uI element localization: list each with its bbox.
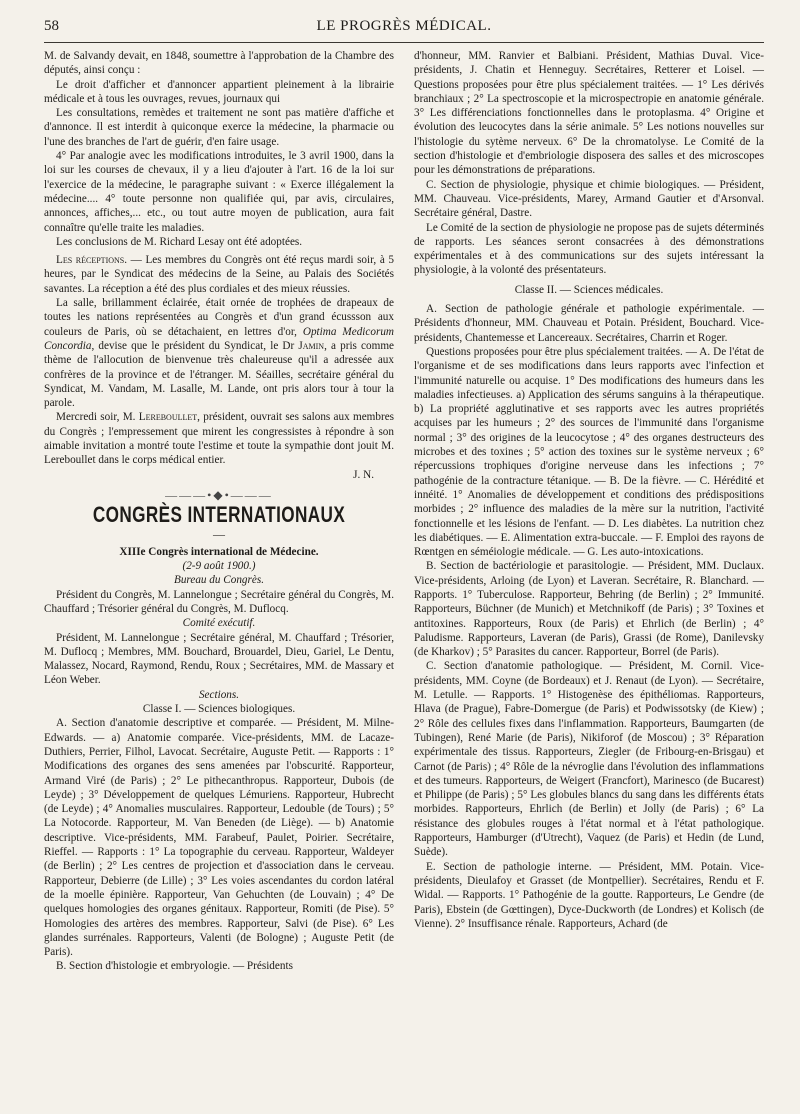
paragraph: 4° Par analogie avec les modifications introduites, le 3 avril 1900, dans la loi sur les courses de chevaux, il y a lieu d'ajouter à l'art. 16 de la loi sur l'exercice de la médecine, le paragraphe suivant : « Exerce illégalement la médecine.... 4° toute personne non qualifiée qui, par avis, circulaires, annonces, affiches,... etc., ou tout autre moyen de publication, aura fait connaître qu'elle traite les maladies.	[44, 150, 394, 234]
classe-heading: Classe I. — Sciences biologiques.	[142, 703, 296, 716]
text-run: , président, ouvrait ses salons aux membres du Congrès ; l'empressement que mirent les congressistes à répondre à son aimable invitation a montré toute l'estime et toute la sympathie dont jouit M. Lereboullet dans le corps médical entier.	[44, 411, 395, 467]
paragraph-receptions	[44, 253, 394, 296]
paragraph: B. Section de bactériologie et parasitologie. — Président, MM. Duclaux. Vice-présidents, Arloing (de Lyon) et Laveran. Secrétaire, R. Blanchard. — Rapports. 1° Tuberculose. Rapporteur, Behring (de Berlin) ; 2° Immunité. Rapporteurs, Büchner (de Munich) et Metchnikoff (de Paris) ; 3° Toxines et antitoxines. Rapporteurs, Roux (de Paris) et Ehrlich (de Berlin) ; 4° Paludisme. Rapporteurs, Laveran (de Paris), Grassi (de Rome), Danilevsky (de Kharkov) ; 5° Parasites du cancer. Rapporteur, Borrel (de Paris).	[414, 560, 764, 659]
paragraph: M. de Salvandy devait, en 1848, soumettre à l'approbation de la Chambre des députés, ainsi conçu :	[44, 50, 394, 77]
text-run: Mercredi soir, M.	[56, 411, 139, 424]
section-title: CONGRÈS INTERNATIONAUX	[92, 502, 346, 528]
paragraph: A. Section de pathologie générale et pathologie expérimentale. — Présidents d'honneur, MM. Chauveau et Potain. Président, Bouchard. Vice-présidents, Chantemesse et Lancereaux. Secrétaires, Charrin et Roger.	[414, 303, 764, 344]
paragraph: Président du Congrès, M. Lannelongue ; Secrétaire général du Congrès, M. Chauffard ; Trésorier général du Congrès, M. Duflocq.	[44, 588, 394, 615]
page	[44, 18, 764, 1098]
page-number: 58	[44, 18, 59, 34]
person-name: Lereboullet	[138, 411, 198, 424]
paragraph: E. Section de pathologie interne. — Président, MM. Potain. Vice-présidents, Dieulafoy et Grasset (de Montpellier). Secrétaires, Rendu et F. Widal. — Rapports. 1° Pathogénie de la goutte. Rapporteurs, Le Gendre (de Paris), Ebstein (de Gœttingen), Dyce-Duckworth (de Londres) et Kolisch (de Vienne). 2° Insuffisance rénale. Rapporteurs, Achard (de	[414, 860, 764, 930]
title-dash: —	[213, 526, 225, 541]
congress-dates: (2-9 août 1900.)	[182, 560, 256, 573]
comite-heading: Comité exécutif.	[182, 617, 256, 630]
paragraph: Président, M. Lannelongue ; Secrétaire général, M. Chauffard ; Trésorier, M. Duflocq ; Membres, MM. Bouchard, Brouardel, Dieu, Gariel, Le Dentu, Malassez, Nocard, Raymond, Rendu, Roux ; Secrétaires, MM. de Massary et Léon Weber.	[44, 631, 394, 687]
paragraph: Le droit d'afficher et d'annoncer appartient pleinement à la librairie médicale et à tous les ouvrages, revues, journaux qui	[44, 78, 394, 105]
paragraph: C. Section de physiologie, physique et chimie biologiques. — Président, MM. Chauveau. Vice-présidents, Marey, Armand Gautier et d'Arsonval. Secrétaire général, Dastre.	[414, 178, 764, 220]
receptions-heading: Les réceptions.	[56, 254, 128, 267]
text-run: La salle, brillamment éclairée, était ornée de trophées de drapeaux de toutes les nations représentées au Congrès et d'un grand écussson aux couleurs de Paris, où se détachaient, en lettres d'or,	[44, 297, 394, 338]
paragraph-salle	[44, 296, 394, 410]
text-run: , devise que le président du Syndicat, le Dr	[91, 339, 299, 352]
running-title: LE PROGRÈS MÉDICAL.	[316, 18, 492, 34]
paragraph: Les consultations, remèdes et traitement ne sont pas matière d'affiche et d'annonce. Il est interdit à quiconque exerce la médecine, la pharmacie ou l'une des branches de l'art de guérir, d'en faire usage.	[44, 107, 394, 148]
right-column	[414, 49, 764, 974]
paragraph: C. Section d'anatomie pathologique. — Président, M. Cornil. Vice-présidents, MM. Coyne (de Bordeaux) et J. Renaut (de Lyon). — Secrétaire, M. Letulle. — Rapports. 1° Histogenèse des épithéliomas. Rapporteurs, Hlava (de Prague), Fabre-Domergue (de Paris) et Podwissotsky (de Kiew) ; 2° Rôle des cellules fixes dans l'inflammation. Rapporteurs, Baumgarten (de Tubingen), René Marie (de Paris), Nikiforof (de Moscou) ; 3° Réparation expérimentale des tissus. Rapporteurs, Ziegler (de Fribourg-en-Brisgau) et Carnot (de Paris) ; 4° Rôle de la névroglie dans l'évolution des inflammations et des tumeurs. Rapporteurs, de Weigert (Francfort), Marinesco (de Bucarest) et Philippe (de Paris) ; 5° Les globules blancs du sang dans les différents états morbides. Rapporteurs, Ehrlich (de Berlin) et Jolly (de Paris) ; 6° La résistance des globules rouges à l'état normal et à l'état pathologique. Rapporteurs, Hamburger (d'Utrecht), Vaquez (de Paris) et Hedin (de Lund, Suède).	[414, 660, 764, 859]
person-name: Jamin	[298, 339, 325, 352]
left-column	[44, 49, 394, 974]
classe-heading: Classe II. — Sciences médicales.	[514, 283, 664, 296]
section-ornament: ―――•◆•―――	[165, 487, 273, 502]
paragraph: A. Section d'anatomie descriptive et comparée. — Président, M. Milne-Edwards. — a) Anatomie comparée. Vice-présidents, MM. de Lacaze-Duthiers, Perrier, Filhol, Lavocat. Secrétaire, Auguste Petit. — Rapports : 1° Modifications des organes des sens amenées par l'obscurité. Rapporteur, Armand Viré (de Paris) ; 2° Le pithecanthropus. Rapporteur, Dubois (de Leyde) ; 3° Développement de quelques Lémuriens. Rapporteur, Hubrecht (de Leyde) ; 4° Anomalies musculaires. Rapporteur, Ledouble (de Tours) ; 5° La Notocorde. Rapporteur, M. Van Beneden (de Liège). — b) Anatomie descriptive. Vice-présidents, MM. Farabeuf, Paulet, Poirier. Secrétaire, Rieffel. — Rapports : 1° La topographie du cerveau. Rapporteur, Waldeyer (de Berlin) ; 2° Les centres de projection et d'association dans le cerveau. Rapporteur, Debierre (de Lille) ; 3° Les voies ascendantes du cordon latéral de la moelle épinière. Rapporteur, Van Gehuchten (de Louvain) ; 4° De quelques homologies des organes génitaux. Rapporteur, Romiti (de Pise). 5° Homologies des artères des membres. Rapporteur, Salvi (de Pise). 6° Les glandes surrénales. Rapporteurs, Valenti (de Bologne) ; Auguste Petit (de Paris).	[44, 717, 394, 959]
paragraph: B. Section d'histologie et embryologie. — Présidents	[56, 960, 293, 973]
text-run: , a pris comme thème de l'allocution de bienvenue très chaleureuse qu'il a adressée aux confrères de la province et de l'étranger. M. Séailles, secrétaire général du Syndicat, M. Vandam, M. Lasalle, M. Lande, ont pris alors tour à tour la parole.	[44, 339, 394, 410]
signature: J. N.	[353, 468, 374, 481]
bureau-heading: Bureau du Congrès.	[173, 574, 264, 587]
two-column-body	[44, 49, 764, 974]
paragraph: Les conclusions de M. Richard Lesay ont été adoptées.	[56, 235, 303, 248]
motto: Optima Medicorum Concordia	[44, 325, 394, 352]
paragraph: Le Comité de la section de physiologie ne propose pas de sujets déterminés de rapports. Les séances seront consacrées à des démonstrations expérimentales et à des communications sur des sujets intéressant la physiologie, à la volonté des présentateurs.	[414, 221, 764, 277]
receptions-text: — Les membres du Congrès ont été reçus mardi soir, à 5 heures, par le Syndicat des médecins de la Seine, au Palais des Sociétés savantes. La réception a été des plus cordiales et des mieux réussies.	[44, 254, 394, 295]
sections-heading: Sections.	[198, 688, 240, 701]
page-header	[44, 18, 764, 38]
header-rule	[44, 42, 764, 43]
congress-title: XIIIe Congrès international de Médecine.	[119, 545, 319, 558]
paragraph: d'honneur, MM. Ranvier et Balbiani. Président, Mathias Duval. Vice-présidents, J. Chatin et Henneguy. Secrétaires, Retterer et Loisel. — Questions proposées pour être plus spécialement traitées. — 1° Les dérivés branchiaux ; 2° La spectroscopie et la microspectropie en anatomie générale. 3° Les différenciations fonctionnelles dans le protoplasma. 4° Origine et évolution des leucocytes dans la série animale. 5° Les notions nouvelles sur l'histologie du sytème nerveux. 6° De la chromatolyse. Le Comité de la section d'histologie et d'embriologie disposera des salles et des microscopes pour les démonstrations de préparations.	[414, 50, 764, 177]
paragraph: Questions proposées pour être plus spécialement traitées. — A. De l'état de l'organisme et de ses modifications dans leurs rapports avec l'infection et l'immunité naturelle ou acquise. 1° Des modifications des humeurs dans les maladies infectieuses. a) Application des sérums sanguins à la thérapeutique. b) La propriété agglutinative et ses rapports avec les autres propriétés acquises par les humeurs ; 2° des sources de l'immunité dans l'organisme normal ; 3° des origines de la leucocytose ; 4° des organes destructeurs des microbes et des toxines ; 5° action des toxines sur le système nerveux ; 6° répercussions trophiques d'origine nerveuse dans les infections ; 7° pathogénie de la contracture tétanique. — B. De la fièvre. — C. Hérédité et innéité. 1° Anomalies de développement et conditions des prédispositions morbides ; 2° influence des maladies de la mère sur la nutrition, l'activité fonctionnelle et les lésions de l'enfant. — D. Les diabètes. La nutrition chez les diabétiques. — E. Alimentation extra-buccale. — F. Emploi des rayons de Rœntgen en séméiologie médicale. — G. Les auto-intoxications.	[414, 345, 764, 559]
paragraph-mercredi	[44, 410, 394, 467]
